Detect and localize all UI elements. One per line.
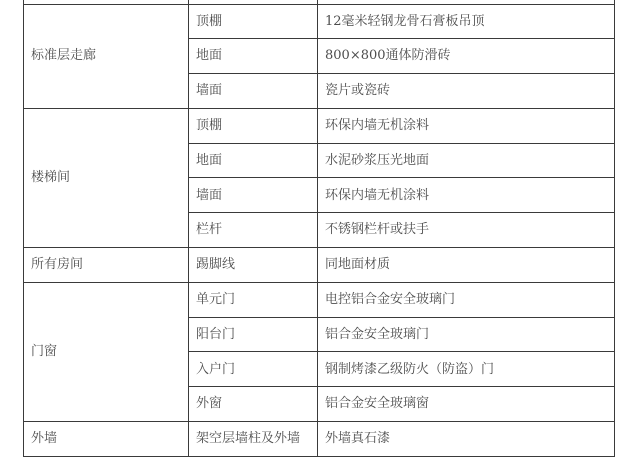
- category-cell: 所有房间: [24, 248, 189, 283]
- item-cell: 单元门: [189, 282, 318, 317]
- category-cell: 外墙: [24, 422, 189, 457]
- spec-cell: 水泥砂浆压光地面: [318, 143, 615, 178]
- item-cell: 踢脚线: [189, 248, 318, 283]
- item-cell: 外窗: [189, 387, 318, 422]
- table-row: [24, 108, 615, 143]
- spec-cell: 钢制烤漆乙级防火（防盗）门: [318, 352, 615, 387]
- table-row: [24, 4, 615, 39]
- spec-cell: 800×800通体防滑砖: [318, 39, 615, 74]
- category-cell: 标准层走廊: [24, 4, 189, 108]
- finish-spec-table: [23, 0, 615, 457]
- category-cell: 楼梯间: [24, 108, 189, 247]
- spec-cell: 电控铝合金安全玻璃门: [318, 282, 615, 317]
- spec-cell: 环保内墙无机涂料: [318, 108, 615, 143]
- spec-cell: 环保内墙无机涂料: [318, 178, 615, 213]
- spec-cell: 外墙真石漆: [318, 422, 615, 457]
- item-cell: 栏杆: [189, 213, 318, 248]
- item-cell: 阳台门: [189, 317, 318, 352]
- item-cell: 地面: [189, 143, 318, 178]
- item-cell: 入户门: [189, 352, 318, 387]
- item-cell: 顶棚: [189, 108, 318, 143]
- item-cell: 墙面: [189, 178, 318, 213]
- spec-cell: 瓷片或瓷砖: [318, 74, 615, 109]
- table-row: [24, 248, 615, 283]
- item-cell: 顶棚: [189, 4, 318, 39]
- table-row: [24, 282, 615, 317]
- item-cell: 墙面: [189, 74, 318, 109]
- spec-cell: 12毫米轻钢龙骨石膏板吊顶: [318, 4, 615, 39]
- spec-cell: 同地面材质: [318, 248, 615, 283]
- category-cell: 门窗: [24, 282, 189, 421]
- item-cell: 架空层墙柱及外墙: [189, 422, 318, 457]
- item-cell: 地面: [189, 39, 318, 74]
- spec-cell: 铝合金安全玻璃门: [318, 317, 615, 352]
- table-row: [24, 422, 615, 457]
- spec-cell: 铝合金安全玻璃窗: [318, 387, 615, 422]
- spec-cell: 不锈钢栏杆或扶手: [318, 213, 615, 248]
